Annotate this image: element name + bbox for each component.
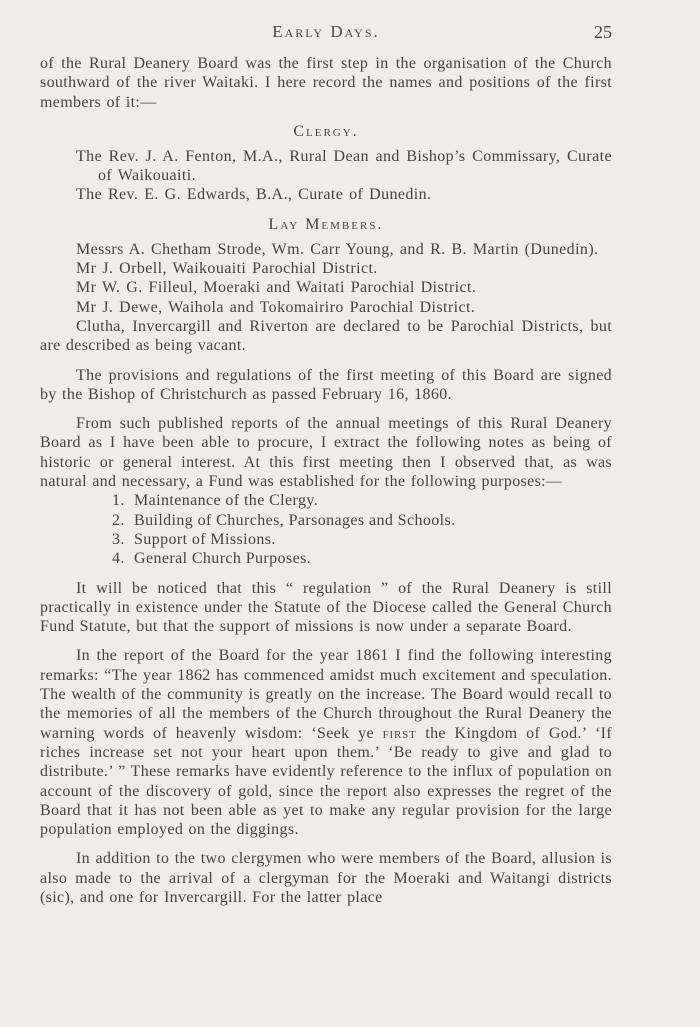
lay-member: Mr J. Orbell, Waikouaiti Parochial District. [76,260,378,278]
list-number: 4. [112,550,125,568]
page-header [40,18,612,54]
list-number: 2. [112,511,125,529]
reports-paragraph: From such published reports of the annual meetings of this Rural Deanery Board as I have been able to procure, I extract the following notes as being of historic or general interest. At this first meeting then I observed that, as was natural and necessary, a Fund was established for the following purposes:— [40,415,612,491]
report-1861-paragraph [40,646,612,839]
lay-members-heading: Lay Members. [268,215,384,233]
clergy-heading: Clergy. [293,122,359,140]
list-number: 1. [112,492,125,510]
list-item [112,530,612,549]
list-text: Building of Churches, Parsonages and Schools. [134,511,456,529]
lay-member: Mr W. G. Filleul, Moeraki and Waitati Parochial District. [76,279,477,297]
allusion-paragraph: In addition to the two clergymen who were members of the Board, allusion is also made to the arrival of a clergyman for the Moeraki and Waitangi districts (sic), and one for Invercargill. For the latter place [40,850,612,906]
list-item [112,491,612,510]
intro-paragraph: of the Rural Deanery Board was the first step in the organisation of the Church southward of the river Waitaki. I here record the names and positions of the first members of it:— [40,55,612,111]
report-text-part2: the Kingdom of God.’ ‘If riches increase set not your heart upon them.’ ‘Be ready to give and glad to distribute.’ ” These remarks have evidently reference to the influx of population on account of the discovery of gold, since the report also expresses the regret of the Board that it has not been able as yet to make any regular provision for the large population employed on the diggings. [40,724,612,839]
list-text: Maintenance of the Clergy. [134,492,319,510]
list-item [112,511,612,530]
lay-member: Messrs A. Chetham Strode, Wm. Carr Young, and R. B. Martin (Dunedin). [76,240,599,258]
clergy-member: The Rev. J. A. Fenton, M.A., Rural Dean and Bishop’s Commissary, Curate of Waikouaiti. [76,147,612,185]
vacant-districts-note: Clutha, Invercargill and Riverton are declared to be Parochial Districts, but are described as being vacant. [40,317,612,355]
list-text: Support of Missions. [134,530,276,548]
report-text-part1: In the report of the Board for the year 1861 I find the following interesting remarks: “The year 1862 has commenced amidst much excitement and speculation. The wealth of the community is greatly on the increase. The Board would recall to the memories of all the members of the Church throughout the Rural Deanery the warning words of heavenly wisdom: ‘Seek ye [40,647,612,742]
page-number: 25 [594,22,612,42]
clergy-member: The Rev. E. G. Edwards, B.A., Curate of Dunedin. [76,186,432,204]
book-page [40,18,612,907]
purposes-list [40,491,612,568]
running-head: Early Days. [272,22,380,41]
list-text: General Church Purposes. [134,550,312,568]
regulation-paragraph: It will be noticed that this “ regulation ” of the Rural Deanery is still practically in existence under the Statute of the Diocese called the General Church Fund Statute, but that the support of missions is now under a separate Board. [40,579,612,636]
lay-member: Mr J. Dewe, Waihola and Tokomairiro Parochial District. [76,298,476,316]
emphasis-first: first [382,724,417,742]
provisions-paragraph: The provisions and regulations of the first meeting of this Board are signed by the Bishop of Christchurch as passed February 16, 1860. [40,366,612,403]
list-item [112,549,612,568]
list-number: 3. [112,530,125,548]
